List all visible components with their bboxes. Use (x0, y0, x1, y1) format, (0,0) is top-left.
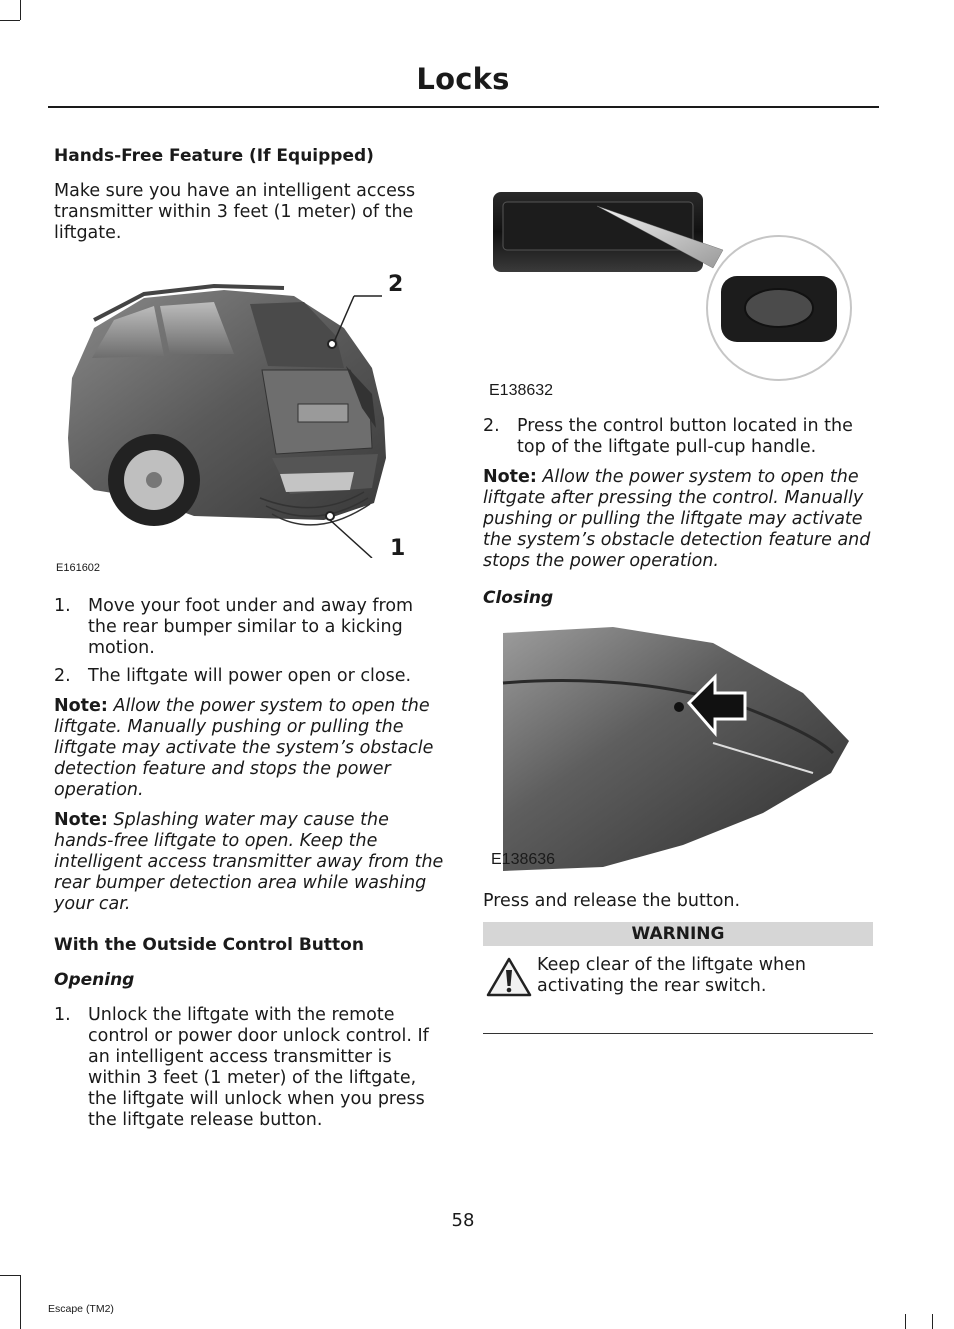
intro-paragraph: Make sure you have an intelligent access transmitter within 3 feet (1 meter) of the liftgate. (54, 181, 416, 243)
car-rear-illustration (54, 258, 446, 561)
list-item: 2. The liftgate will power open or close. (54, 666, 412, 686)
crop-mark (0, 1275, 20, 1276)
page-number: 58 (451, 1210, 475, 1231)
crop-mark (905, 1314, 906, 1329)
note-power-system-control: Note: Allow the power system to open the liftgate after pressing the control. Manually pushing or pulling the liftgate may activate the system’s obstacle detection feature and stops the power operation. (483, 467, 871, 571)
list-item: 2. Press the control button located in the top of the liftgate pull-cup handle. (483, 416, 853, 457)
warning-body (483, 946, 873, 1034)
hands-free-steps (54, 596, 446, 687)
footer-model: Escape (TM2) (48, 1303, 114, 1315)
crop-mark (20, 1275, 21, 1329)
list-item: 1. Move your foot under and away from the rear bumper similar to a kicking motion. (54, 596, 414, 658)
title-rule (48, 106, 879, 108)
warning-title: WARNING (483, 922, 873, 946)
callout-2-label: 2 (388, 272, 404, 297)
warning-triangle-icon (485, 956, 533, 998)
crop-mark (20, 0, 21, 20)
page-title: Locks (416, 62, 510, 96)
pull-cup-handle-figure (483, 186, 873, 406)
figure-code: E138636 (491, 851, 556, 868)
opening-heading: Opening (54, 970, 135, 990)
warning-box (483, 922, 873, 1034)
crop-mark (0, 20, 20, 21)
note-splashing-water: Note: Splashing water may cause the hands-free liftgate to open. Keep the intelligent access transmitter away from the rear bumper detection area while washing your car. (54, 810, 444, 914)
closing-instruction: Press and release the button. (483, 891, 741, 911)
liftgate-interior-illustration (483, 623, 873, 873)
crop-mark (932, 1314, 933, 1329)
pull-cup-handle-illustration (483, 186, 873, 386)
car-liftgate-figure (54, 258, 446, 576)
callout-1-label: 1 (390, 536, 406, 561)
section-heading: Hands-Free Feature (If Equipped) (54, 146, 374, 166)
button-steps (483, 416, 873, 458)
note-power-system: Note: Allow the power system to open the liftgate. Manually pushing or pulling the liftgate may activate the system’s obstacle detection feature and stops the power operation. (54, 696, 434, 800)
list-item: 1. Unlock the liftgate with the remote control or power door unlock control. If an intelligent access transmitter is within 3 feet (1 meter) of the liftgate, the liftgate will unlock when you press the liftgate release button. (54, 1005, 429, 1130)
figure-code: E161602 (56, 562, 101, 574)
left-column (54, 146, 446, 1140)
right-column (483, 186, 873, 1034)
warning-text: Keep clear of the liftgate when activating the rear switch. (537, 955, 806, 996)
figure-code: E138632 (489, 382, 554, 399)
opening-steps (54, 1005, 446, 1131)
closing-heading: Closing (483, 588, 554, 608)
liftgate-closing-figure (483, 623, 873, 885)
subheading-outside-button: With the Outside Control Button (54, 935, 364, 955)
